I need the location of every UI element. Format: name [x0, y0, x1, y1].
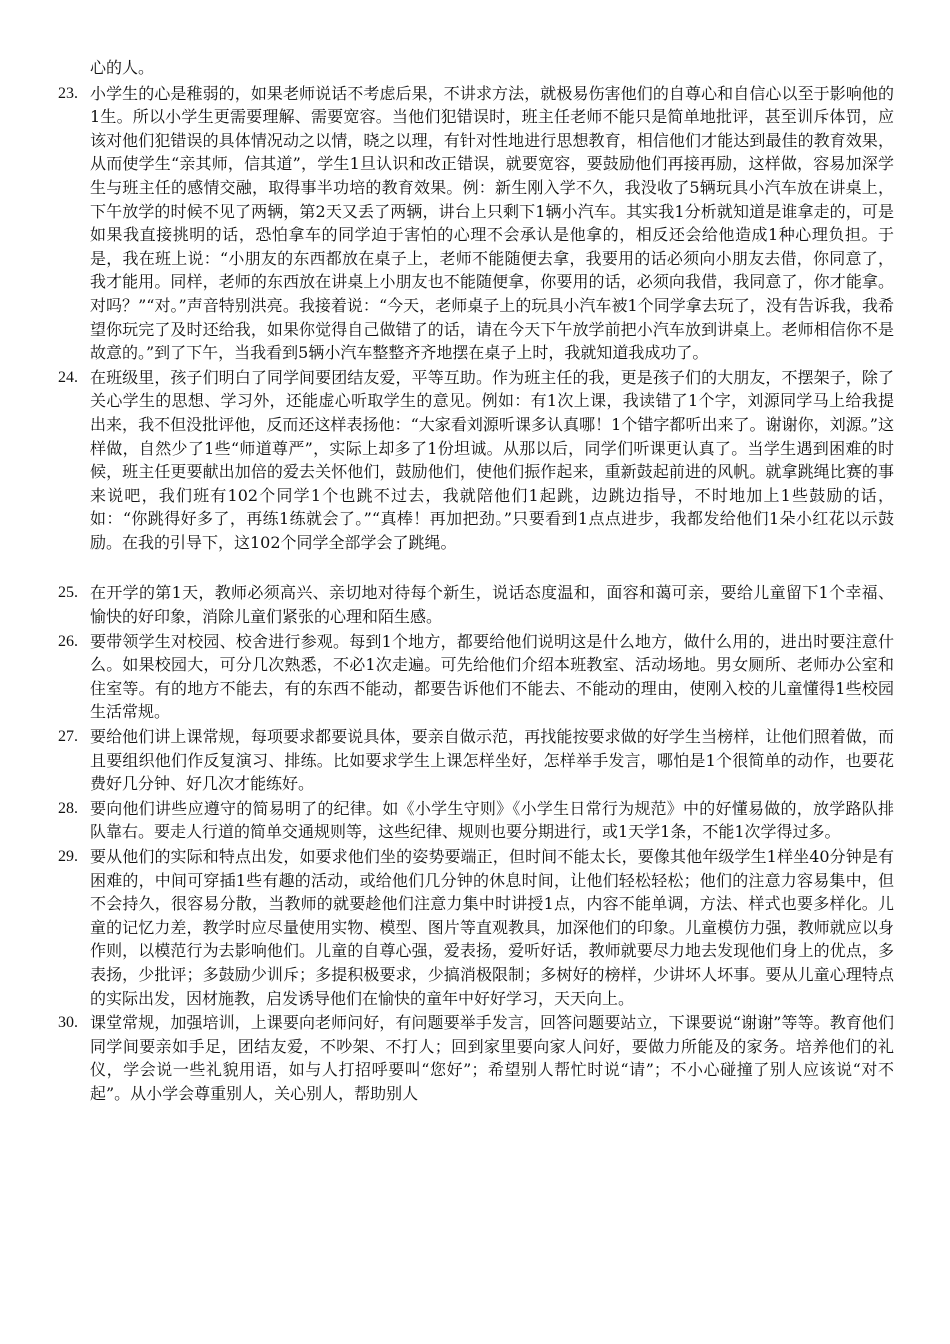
list-item-number: 25.	[58, 584, 78, 602]
list-item-27	[58, 725, 894, 796]
list-item-text: 在班级里，孩子们明白了同学间要团结友爱，平等互助。作为班主任的我，更是孩子们的大朋友，不摆架子，除了关心学生的思想、学习外，还能虚心听取学生的意见。例如：有1次上课，我读错了1个字，刘源同学马上给我提出来，我不但没批评他，反而还这样表扬他：“大家看刘源听课多认真哪！1个错字都听出来了。谢谢你，刘源。”这样做，自然少了1些“师道尊严”，实际上却多了1份坦诚。从那以后，同学们听课更认真了。当学生遇到困难的时候，班主任更要献出加倍的爱去关怀他们，鼓励他们，使他们振作起来，重新鼓起前进的风帆。就拿跳绳比赛的事来说吧，我们班有102个同学1个也跳不过去，我就陪他们1起跳，边跳边指导，不时地加上1些鼓励的话，如：“你跳得好多了，再练1练就会了。”“真棒！再加把劲。”只要看到1点点进步，我都发给他们1朵小红花以示鼓励。在我的引导下，这102个同学全部学会了跳绳。	[90, 367, 894, 552]
list-item-text: 要带领学生对校园、校舍进行参观。每到1个地方，都要给他们说明这是什么地方，做什么用的，进出时要注意什么。如果校园大，可分几次熟悉，不必1次走遍。可先给他们介绍本班教室、活动场地。男女厕所、老师办公室和住室等。有的地方不能去，有的东西不能动，都要告诉他们不能去、不能动的理由，使刚入校的儿童懂得1些校园生活常规。	[90, 631, 894, 722]
list-item-23	[58, 82, 894, 365]
list-item-30	[58, 1011, 894, 1105]
list-item-number: 24.	[58, 368, 78, 386]
list-item-25	[58, 581, 894, 628]
list-item-text: 要给他们讲上课常规，每项要求都要说具体，要亲自做示范，再找能按要求做的好学生当榜样，让他们照着做，而且要组织他们作反复演习、排练。比如要求学生上课怎样坐好，怎样举手发言，哪怕是1个很简单的动作，也要花费好几分钟、好几次才能练好。	[90, 727, 894, 794]
list-item-28	[58, 797, 894, 844]
list-item-24	[58, 366, 894, 555]
paragraph-gap	[58, 555, 894, 581]
list-item-text: 在开学的第1天，教师必须高兴、亲切地对待每个新生，说话态度温和，面容和蔼可亲，要给儿童留下1个幸福、愉快的好印象，消除儿童们紧张的心理和陌生感。	[90, 583, 894, 627]
list-item-number: 23.	[58, 84, 78, 102]
list-item-text: 要向他们讲些应遵守的简易明了的纪律。如《小学生守则》《小学生日常行为规范》中的好懂易做的，放学路队排队靠右。要走人行道的简单交通规则等，这些纪律、规则也要分期进行，或1天学1条，不能1次学得过多。	[90, 798, 894, 842]
list-item-number: 27.	[58, 728, 78, 746]
list-item-text: 课堂常规，加强培训，上课要向老师问好，有问题要举手发言，回答问题要站立，下课要说“谢谢”等等。教育他们同学间要亲如手足，团结友爱，不吵架、不打人；回到家里要向家人问好，要做力所能及的家务。培养他们的礼仪，学会说一些礼貌用语，如与人打招呼要叫“您好”；希望别人帮忙时说“请”；不小心碰撞了别人应该说“对不起”。从小学会尊重别人，关心别人，帮助别人	[90, 1013, 894, 1103]
list-item-text: 小学生的心是稚弱的，如果老师说话不考虑后果，不讲求方法，就极易伤害他们的自尊心和自信心以至于影响他的1生。所以小学生更需要理解、需要宽容。当他们犯错误时，班主任老师不能只是简单地批评，甚至训斥体罚，应该对他们犯错误的具体情况动之以情，晓之以理，有针对性地进行思想教育，相信他们才能达到最佳的教育效果，从而使学生“亲其师，信其道”，学生1旦认识和改正错误，就要宽容，要鼓励他们再接再励，这样做，容易加深学生与班主任的感情交融，取得事半功培的教育效果。例：新生刚入学不久，我没收了5辆玩具小汽车放在讲桌上，下午放学的时候不见了两辆，第2天又丢了两辆，讲台上只剩下1辆小汽车。其实我1分析就知道是谁拿走的，可是如果我直接挑明的话，恐怕拿车的同学迫于害怕的心理不会承认是他拿的，相反还会给他造成1种心理负担。于是，我在班上说：“小朋友的东西都放在桌子上，老师不能随便去拿，我要用的话必须向小朋友去借，你同意了，我才能用。同样，老师的东西放在讲桌上小朋友也不能随便拿，你要用的话，必须向我借，我同意了，你才能拿。对吗？”“对。”声音特别洪亮。我接着说：“今天，老师桌子上的玩具小汽车被1个同学拿去玩了，没有告诉我，我希望你玩完了及时还给我，如果你觉得自己做错了的话，请在今天下午放学前把小汽车放到讲桌上。老师相信你不是故意的。”到了下午，当我看到5辆小汽车整整齐齐地摆在桌子上时，我就知道我成功了。	[90, 83, 894, 363]
list-item-number: 28.	[58, 799, 78, 817]
list-item-number: 29.	[58, 848, 78, 865]
list-item-text: 要从他们的实际和特点出发，如要求他们坐的姿势要端正，但时间不能太长，要像其他年级学生1样坐40分钟是有困难的，中间可穿插1些有趣的活动，或给他们几分钟的休息时间，让他们轻松轻松；他们的注意力容易集中，但不会持久，很容易分散，当教师的就要趁他们注意力集中时讲授1点，内容不能单调，方法、样式也要多样化。儿童的记忆力差，教学时应尽量使用实物、模型、图片等直观教具，加深他们的印象。儿童模仿力强，教师就应以身作则，以模范行为去影响他们。儿童的自尊心强，爱表扬，爱听好话，教师就要尽力地去发现他们身上的优点，多表扬，少批评；多鼓励少训斥；多提积极要求，少搞消极限制；多树好的榜样，少讲坏人坏事。要从儿童心理特点的实际出发，因材施教，启发诱导他们在愉快的童年中好好学习，天天向上。	[90, 847, 894, 1008]
continued-paragraph-end: 心的人。	[90, 58, 155, 77]
list-item-number: 26.	[58, 632, 78, 650]
list-item-26	[58, 630, 894, 724]
list-item-number: 30.	[58, 1014, 78, 1032]
document-page	[58, 56, 894, 1107]
list-item-29	[58, 845, 894, 1010]
